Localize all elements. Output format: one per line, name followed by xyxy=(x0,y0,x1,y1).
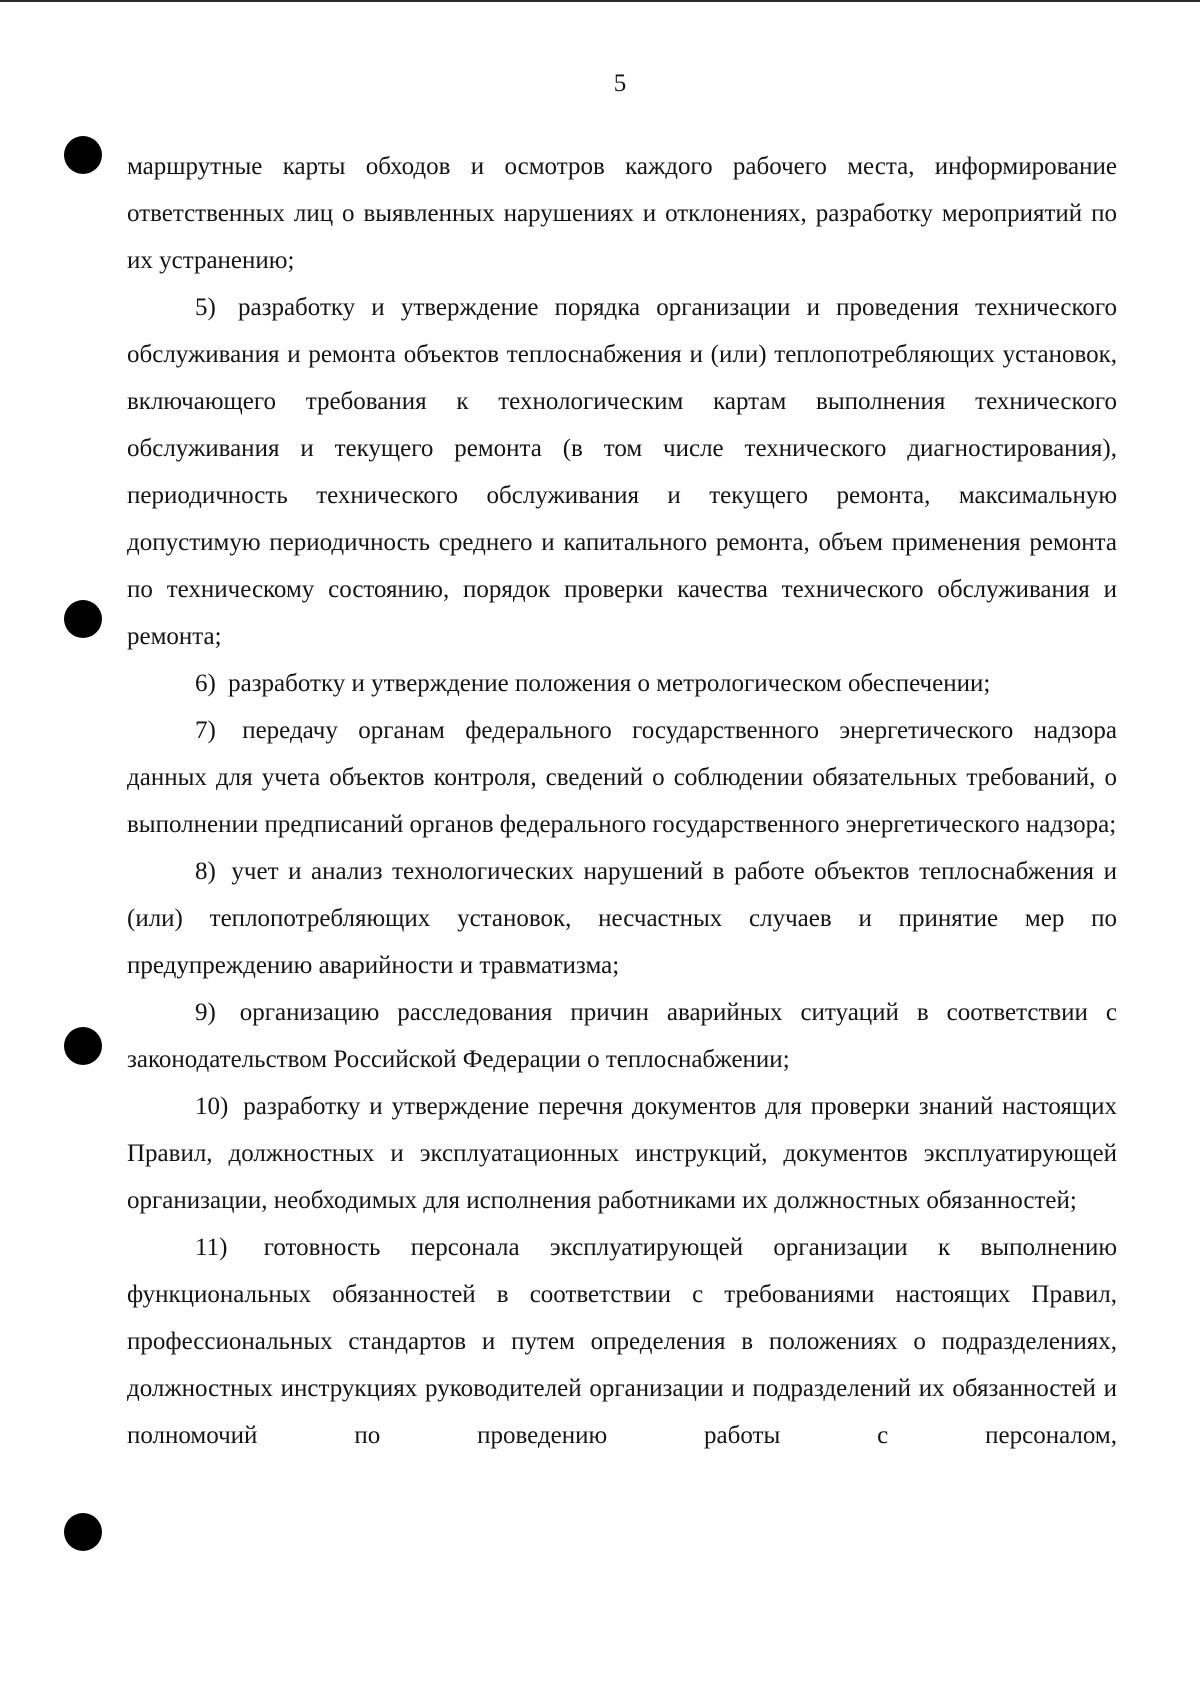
item-number: 7) xyxy=(195,717,216,744)
paragraph-item-7 xyxy=(127,707,1117,848)
punch-hole xyxy=(64,600,102,638)
paragraph-text: разработку и утверждение перечня документов для проверки знаний настоящих Правил, должностных и эксплуатационных инструкций, документов эксплуатирующей организации, необходимых для исполнения работниками их должностных обязанностей; xyxy=(127,1093,1117,1214)
paragraph-text: учет и анализ технологических нарушений в работе объектов теплоснабжения и (или) теплопотребляющих установок, несчастных случаев и принятие мер по предупреждению аварийности и травматизма; xyxy=(127,858,1117,979)
paragraph-text: разработку и утверждение порядка организации и проведения технического обслуживания и ремонта объектов теплоснабжения и (или) теплопотребляющих установок, включающего требования к технологическим картам выполнения технического обслуживания и текущего ремонта (в том числе технического диагностирования), периодичность технического обслуживания и текущего ремонта, максимальную допустимую периодичность среднего и капитального ремонта, объем применения ремонта по техническому состоянию, порядок проверки качества технического обслуживания и ремонта; xyxy=(127,294,1117,650)
punch-hole xyxy=(64,136,102,174)
paragraph-item-10 xyxy=(127,1083,1117,1224)
paragraph-item-11 xyxy=(127,1224,1117,1459)
item-number: 8) xyxy=(195,858,216,885)
paragraph-item-5 xyxy=(127,284,1117,660)
paragraph-item-8 xyxy=(127,848,1117,989)
paragraph-continued xyxy=(127,143,1117,284)
item-number: 6) xyxy=(195,670,216,697)
paragraph-text: маршрутные карты обходов и осмотров каждого рабочего места, информирование ответственных лиц о выявленных нарушениях и отклонениях, разработку мероприятий по их устранению; xyxy=(127,153,1117,274)
paragraph-text: готовность персонала эксплуатирующей организации к выполнению функциональных обязанностей в соответствии с требованиями настоящих Правил, профессиональных стандартов и путем определения в положениях о подразделениях, должностных инструкциях руководителей организации и подразделений их обязанностей и полномочий по проведению работы с персоналом, xyxy=(127,1234,1118,1449)
punch-hole xyxy=(64,1027,102,1065)
item-number: 11) xyxy=(195,1234,228,1261)
item-number: 10) xyxy=(195,1093,229,1120)
item-number: 5) xyxy=(195,294,216,321)
page-number: 5 xyxy=(613,70,627,97)
paragraph-item-9 xyxy=(127,989,1117,1083)
scan-top-edge xyxy=(0,0,1200,2)
paragraph-text: организацию расследования причин аварийных ситуаций в соответствии с законодательством Российской Федерации о теплоснабжении; xyxy=(127,999,1117,1073)
document-body xyxy=(127,143,1117,1459)
punch-hole xyxy=(64,1513,102,1551)
paragraph-text: разработку и утверждение положения о метрологическом обеспечении; xyxy=(228,670,991,697)
item-number: 9) xyxy=(195,999,216,1026)
paragraph-item-6 xyxy=(127,660,1117,707)
paragraph-text: передачу органам федерального государственного энергетического надзора данных для учета объектов контроля, сведений о соблюдении обязательных требований, о выполнении предписаний органов федерального государственного энергетического надзора; xyxy=(127,717,1118,838)
